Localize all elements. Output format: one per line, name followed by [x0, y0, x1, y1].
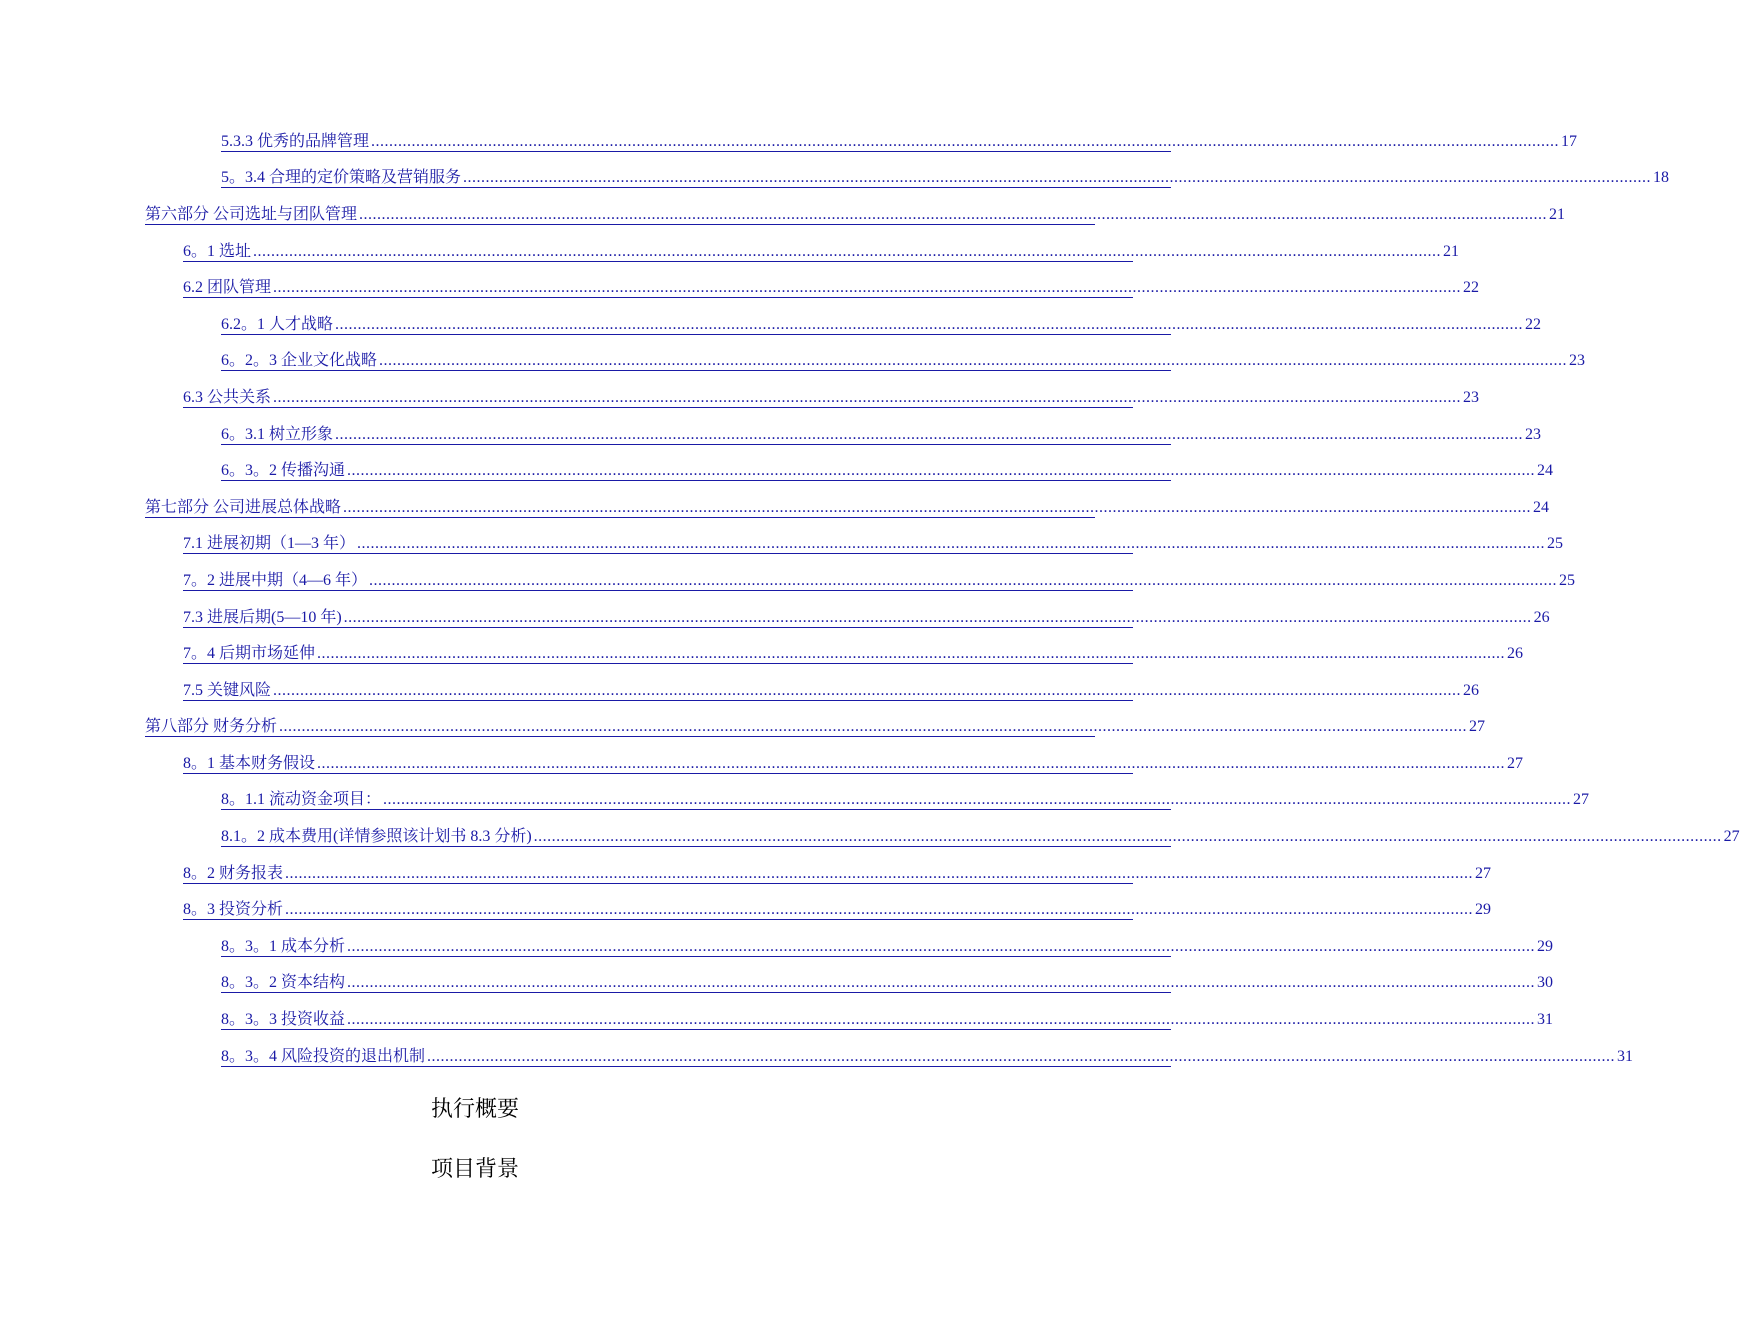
- toc-page-number: 21: [1443, 242, 1460, 260]
- toc-entry-row: [221, 937, 1554, 957]
- toc-entry-row: [183, 608, 1550, 628]
- toc-entry-label: 6.3 公共关系: [183, 388, 272, 406]
- toc-page-number: 26: [1507, 645, 1524, 663]
- toc-entry-label: 7.5 关键风险: [183, 681, 272, 699]
- table-of-contents: [0, 124, 1740, 1075]
- toc-entry-label: 6。2。3 企业文化战略: [221, 352, 378, 370]
- toc-page-number: 17: [1561, 132, 1578, 150]
- toc-entry-label: 8。3 投资分析: [183, 901, 284, 919]
- toc-entry[interactable]: [0, 636, 1524, 673]
- toc-page-number: 23: [1569, 352, 1586, 370]
- toc-entry-label: 7.3 进展后期(5—10 年): [183, 608, 342, 626]
- toc-entry[interactable]: [0, 746, 1524, 783]
- toc-dot-leader: [273, 682, 1461, 700]
- toc-entry-row: [183, 645, 1524, 664]
- toc-dot-leader: [279, 718, 1467, 736]
- toc-dot-leader: [335, 426, 1523, 444]
- toc-entry[interactable]: [0, 1002, 1554, 1039]
- toc-dot-leader: [347, 1011, 1535, 1029]
- toc-entry-label: 8。3。3 投资收益: [221, 1011, 346, 1029]
- toc-entry[interactable]: [0, 234, 1460, 271]
- toc-entry-row: [221, 315, 1542, 335]
- toc-entry-row: [221, 462, 1554, 481]
- toc-dot-leader: [379, 352, 1567, 370]
- toc-entry-label: 8。3。1 成本分析: [221, 937, 346, 955]
- toc-page-number: 23: [1525, 425, 1542, 443]
- toc-entry-row: [145, 498, 1550, 518]
- toc-dot-leader: [427, 1048, 1615, 1066]
- toc-page-number: 27: [1469, 718, 1486, 736]
- heading-project-background: 项目背景: [430, 1157, 519, 1182]
- toc-page-number: 27: [1507, 754, 1524, 772]
- toc-entry[interactable]: [0, 563, 1576, 600]
- toc-entry[interactable]: [0, 380, 1480, 417]
- toc-entry-label: 第六部分 公司选址与团队管理: [145, 205, 358, 223]
- toc-dot-leader: [317, 645, 1505, 663]
- toc-entry-row: [145, 718, 1486, 737]
- toc-entry-label: 5.3.3 优秀的品牌管理: [221, 132, 370, 150]
- toc-dot-leader: [253, 243, 1441, 261]
- toc-entry-label: 8.1。2 成本费用(详情参照该计划书 8.3 分析): [221, 828, 532, 846]
- toc-entry-label: 6。3。2 传播沟通: [221, 462, 346, 480]
- toc-entry[interactable]: [0, 1039, 1634, 1076]
- toc-entry[interactable]: [0, 783, 1590, 820]
- toc-entry-row: [183, 571, 1576, 591]
- toc-entry-label: 6.2。1 人才战略: [221, 315, 334, 333]
- toc-entry[interactable]: [0, 124, 1578, 161]
- toc-page-number: 22: [1525, 315, 1542, 333]
- toc-page-number: 29: [1537, 937, 1554, 955]
- toc-entry-row: [183, 754, 1524, 774]
- toc-entry-row: [183, 901, 1492, 920]
- toc-dot-leader: [383, 791, 1571, 809]
- toc-entry-row: [183, 242, 1460, 262]
- toc-entry[interactable]: [0, 527, 1564, 564]
- toc-entry-row: [183, 279, 1480, 298]
- toc-entry-row: [221, 425, 1542, 445]
- toc-page-number: 31: [1617, 1047, 1634, 1065]
- toc-entry-row: [221, 828, 1740, 847]
- toc-entry-label: 8。3。4 风险投资的退出机制: [221, 1047, 426, 1065]
- toc-page-number: 26: [1463, 681, 1480, 699]
- toc-entry[interactable]: [0, 929, 1554, 966]
- toc-dot-leader: [347, 938, 1535, 956]
- toc-page-number: 27: [1573, 791, 1590, 809]
- toc-entry[interactable]: [0, 270, 1480, 307]
- toc-page-number: 21: [1549, 205, 1566, 223]
- toc-page-number: 25: [1559, 571, 1576, 589]
- toc-entry[interactable]: [0, 673, 1480, 710]
- toc-entry-row: [221, 352, 1586, 371]
- toc-entry-row: [221, 1047, 1634, 1067]
- toc-page-number: 24: [1537, 462, 1554, 480]
- toc-entry[interactable]: [0, 966, 1554, 1003]
- toc-entry-row: [183, 535, 1564, 554]
- toc-page-number: 26: [1533, 608, 1550, 626]
- toc-dot-leader: [285, 865, 1473, 883]
- toc-entry-label: 7。2 进展中期（4—6 年）: [183, 571, 368, 589]
- toc-dot-leader: [285, 901, 1473, 919]
- toc-page-number: 30: [1537, 974, 1554, 992]
- toc-entry[interactable]: [0, 417, 1542, 454]
- toc-entry[interactable]: [0, 892, 1492, 929]
- toc-dot-leader: [335, 316, 1523, 334]
- toc-entry-row: [145, 205, 1566, 225]
- toc-entry-row: [221, 974, 1554, 993]
- toc-entry-label: 第七部分 公司进展总体战略: [145, 498, 342, 516]
- toc-entry[interactable]: [0, 710, 1486, 747]
- toc-entry-label: 6。3.1 树立形象: [221, 425, 334, 443]
- toc-dot-leader: [273, 389, 1461, 407]
- toc-dot-leader: [463, 169, 1651, 187]
- toc-entry-label: 7。4 后期市场延伸: [183, 645, 316, 663]
- toc-dot-leader: [369, 572, 1557, 590]
- toc-entry-label: 第八部分 财务分析: [145, 718, 278, 736]
- toc-entry-label: 6。1 选址: [183, 242, 252, 260]
- toc-entry-label: 8。2 财务报表: [183, 864, 284, 882]
- toc-entry-label: 8。1.1 流动资金项目：: [221, 791, 382, 809]
- toc-entry[interactable]: [0, 600, 1550, 637]
- toc-page-number: 27: [1723, 828, 1740, 846]
- toc-entry-label: 8。3。2 资本结构: [221, 974, 346, 992]
- toc-page-number: 25: [1547, 535, 1564, 553]
- toc-dot-leader: [317, 755, 1505, 773]
- toc-entry[interactable]: [0, 307, 1542, 344]
- toc-page-number: 31: [1537, 1011, 1554, 1029]
- toc-entry[interactable]: [0, 453, 1554, 490]
- toc-dot-leader: [347, 462, 1535, 480]
- toc-dot-leader: [534, 828, 1722, 846]
- toc-dot-leader: [347, 974, 1535, 992]
- toc-dot-leader: [343, 499, 1531, 517]
- heading-executive-summary: 执行概要: [430, 1097, 519, 1122]
- toc-page-number: 27: [1475, 864, 1492, 882]
- toc-entry[interactable]: [0, 856, 1492, 893]
- toc-entry[interactable]: [0, 490, 1550, 527]
- toc-entry-row: [221, 1011, 1554, 1030]
- toc-dot-leader: [344, 609, 1532, 627]
- toc-entry-row: [183, 864, 1492, 884]
- toc-entry-row: [183, 681, 1480, 701]
- toc-entry[interactable]: [0, 344, 1586, 381]
- toc-page-number: 29: [1475, 901, 1492, 919]
- toc-page-number: 23: [1463, 388, 1480, 406]
- toc-entry-row: [221, 791, 1590, 810]
- toc-page-number: 18: [1653, 169, 1670, 187]
- toc-entry[interactable]: [0, 197, 1566, 234]
- toc-page-number: 24: [1533, 498, 1550, 516]
- toc-dot-leader: [371, 133, 1559, 151]
- toc-dot-leader: [273, 279, 1461, 297]
- toc-entry-row: [183, 388, 1480, 408]
- toc-dot-leader: [357, 535, 1545, 553]
- toc-entry-label: 8。1 基本财务假设: [183, 754, 316, 772]
- toc-page-number: 22: [1463, 279, 1480, 297]
- toc-entry[interactable]: [0, 161, 1670, 198]
- toc-dot-leader: [359, 206, 1547, 224]
- toc-entry-label: 6.2 团队管理: [183, 279, 272, 297]
- toc-entry-row: [221, 132, 1578, 152]
- toc-entry-row: [221, 169, 1670, 188]
- toc-entry-label: 7.1 进展初期（1—3 年）: [183, 535, 356, 553]
- toc-entry[interactable]: [0, 819, 1740, 856]
- toc-entry-label: 5。3.4 合理的定价策略及营销服务: [221, 169, 462, 187]
